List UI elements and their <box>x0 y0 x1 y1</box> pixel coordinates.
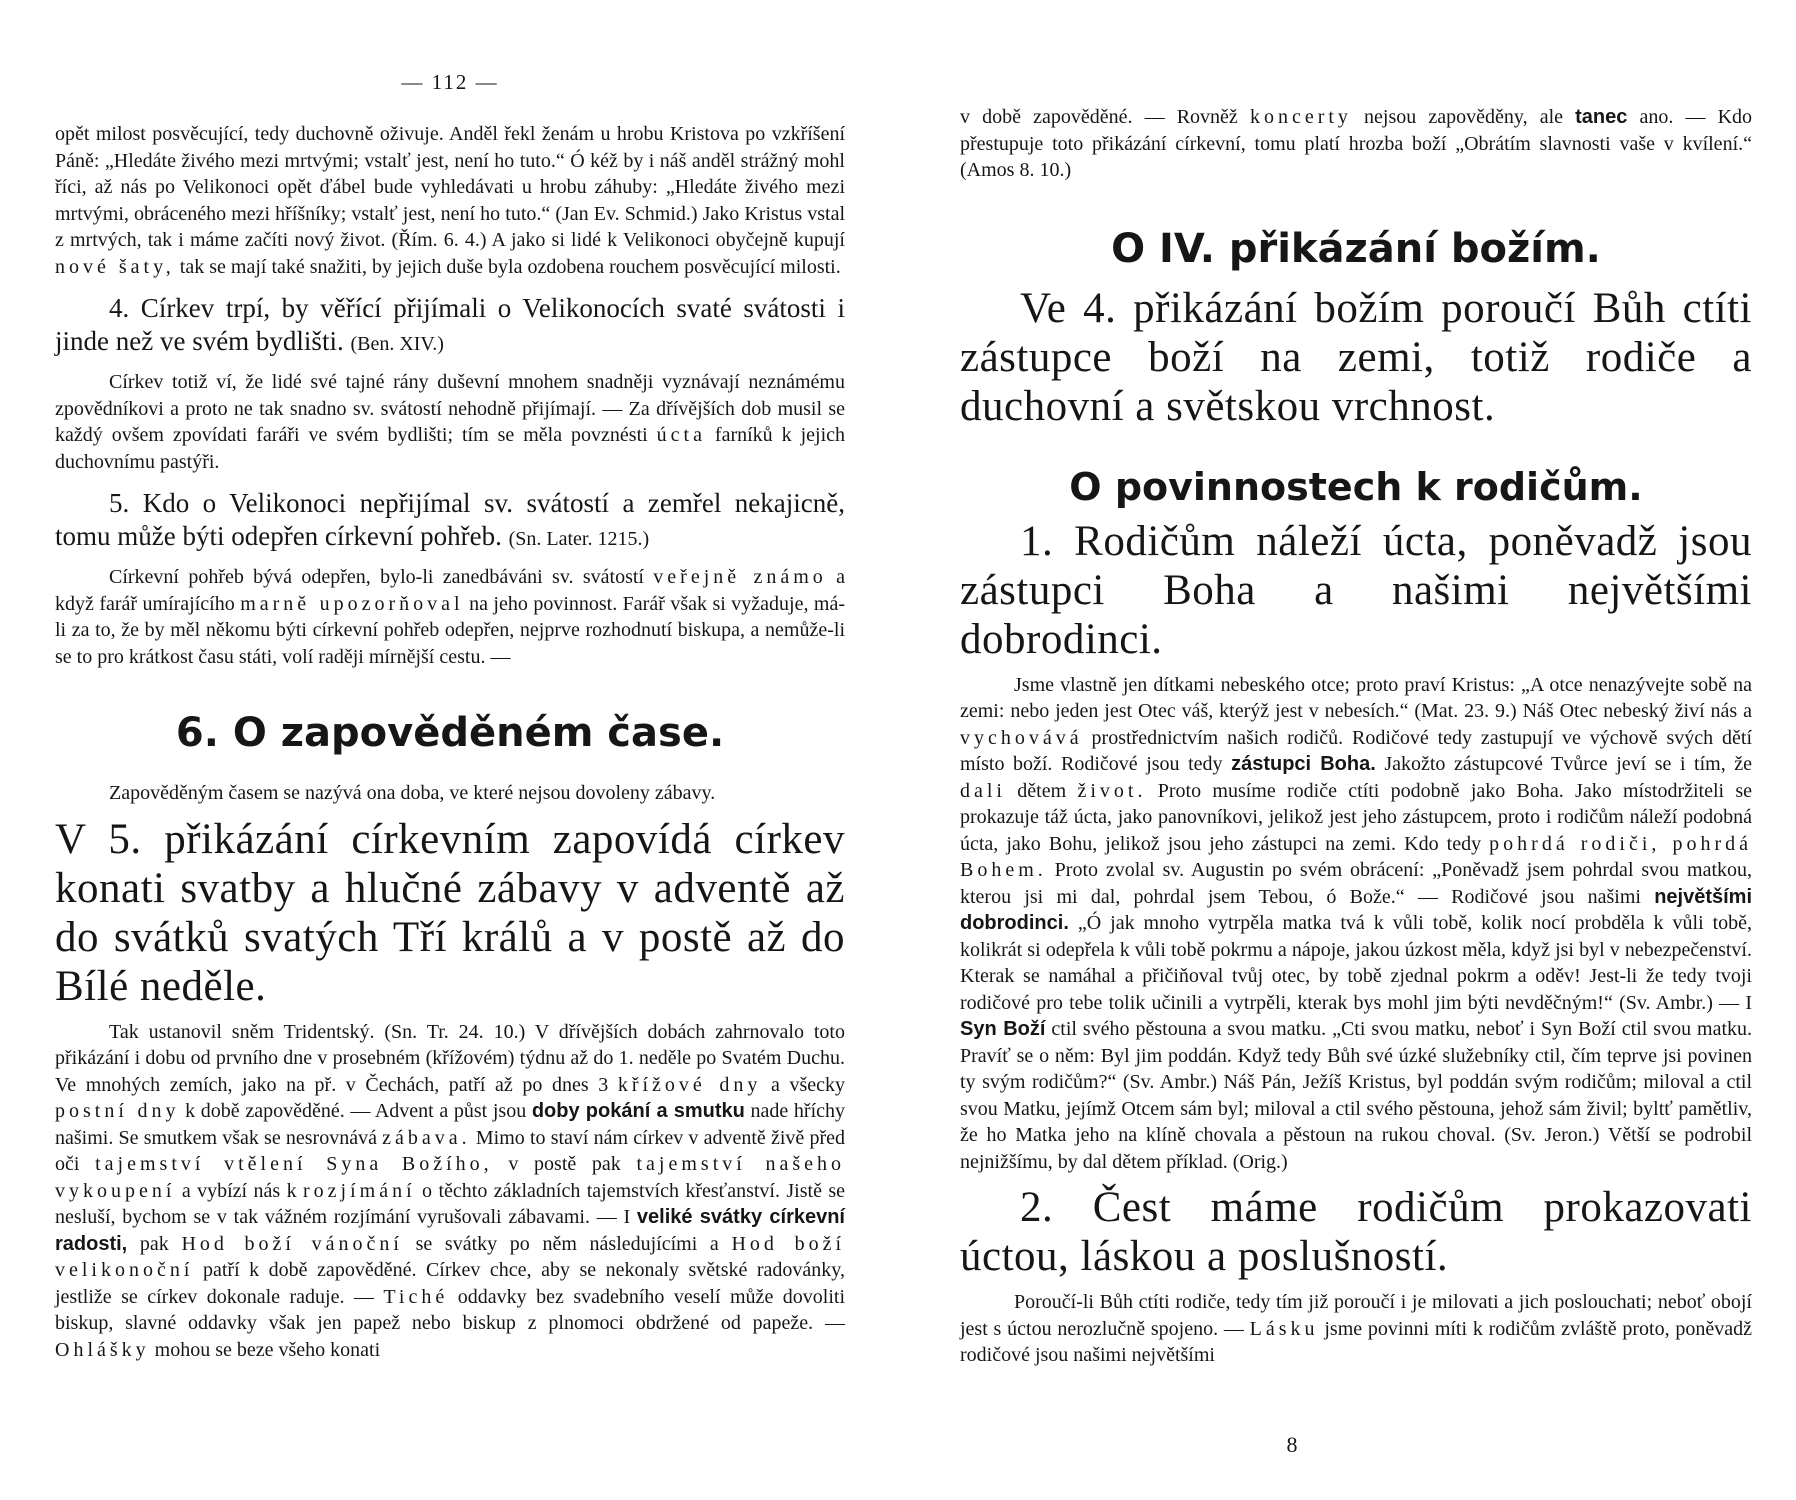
paragraph-point-4: Církev totiž ví, že lidé své tajné rány duševní mnohem snadněji vyznávají neznámému zpovědníkovi a proto ne tak snadno sv. svátostí nehodně přijímají. — Za dřívějších dob musil se každý ovšem zpovídati faráři ve svém bydlišti; tím se měla povznésti úcta farníků k jejich duchovnímu pastýři. <box>55 371 845 473</box>
paragraph-point-1: Jsme vlastně jen dítkami nebeského otce; proto praví Kristus: „A otce nenazývejte sobě na zemi: nebo jeden jest Otec váš, kterýž jest v nebesích.“ (Mat. 23. 9.) Náš Otec nebeský živí nás a vychovává prostřednictvím našich rodičů. Rodičové tedy zastupují ve výchově svých dětí místo boží. Rodičové jsou tedy zástupci Boha. Jakožto zástupcové Tvůrce jeví se i tím, že dali dětem život. Proto musíme rodiče ctíti podobně jako Boha. Jako místodržiteli se prokazuje táž úcta, jako panovníkovi, jelikož jest jeho zástupcem, proto i rodičům náleží podobná úcta, jako Bohu, jelikož jsou jeho zástupci na zemi. Kdo tedy pohrdá rodiči, pohrdá Bohem. Proto zvolal sv. Augustin po svém obrácení: „Poněvadž jsem pohrdal svou matkou, kterou jsi mi dal, pohrdal jsem Tebou, ó Bože.“ — Rodičové jsou našimi největšími dobrodinci. „Ó jak mnoho vytrpěla matka tvá k vůli tobě, kolik nocí probděla k vůli tobě, kolikrát si odepřela k vůli tobě pokrmu a nápoje, jakou úzkost měla, když jsi byl v nebezpečenství. Kterak se namáhal a přičiňoval tvůj otec, by tobě zjednal pokrm a oděv! Jest-li že tedy tvoji rodičové pro tebe tolik učinili a vytrpěli, kterak bys mohl jim býti nevděčným!“ (Sv. Ambr.) — I Syn Boží ctil svého pěstouna a svou matku. „Cti svou matku, neboť i Syn Boží ctil svou matku. Pravíť se o něm: Byl jim poddán. Když tedy Bůh své úzké služebníky ctil, čím teprve jsi povinen ty svým rodičům?“ (Sv. Ambr.) Náš Pán, Ježíš Kristus, byl poddán svým rodičům; miloval a ctil svou Matku, jejímž Otcem sám byl; miloval a ctil svého pěstouna, jehož sám živil; byltť pamětliv, že ho Matka jeho na klíně chovala a pěstoun na rukou choval. (Sv. Jeron.) Větší se podrobil nejnižšímu, by dal dětem příklad. (Orig.) <box>960 673 1753 1173</box>
section-title: O povinnostech k rodičům. <box>1069 464 1643 509</box>
section-title: 6. O zapověděném čase. <box>175 710 725 756</box>
right-page <box>960 0 1752 1500</box>
point-2-statement: 2. Čest máme rodičům prokazovati úctou, láskou a poslušností. <box>960 1184 1752 1280</box>
left-page <box>55 0 845 1500</box>
chapter-title: O IV. přikázání božím. <box>1111 225 1601 272</box>
heading-point-5: 5. Kdo o Velikonoci nepřijímal sv. svátostí a zemřel nekajicně, tomu může býti odepřen církevní pohřeb. (Sn. Later. 1215.) <box>55 488 845 551</box>
paragraph-point-2: Poroučí-li Bůh ctíti rodiče, tedy tím již poroučí i je milovati a jich poslouchati; neboť obojí jest s úctou nerozlučně spojeno. — Lásku jsme povinni míti k rodičům zvláště proto, poněvadž rodičové jsou našimi největšími <box>960 1291 1753 1366</box>
paragraph-continuation: v době zapověděné. — Rovněž koncerty nejsou zapověděny, ale tanec ano. — Kdo přestupuje toto přikázání církevní, tomu platí hrozba boží „Obrátím slavnosti vaše v kvílení.“ (Amos 8. 10.) <box>960 106 1753 181</box>
commandment-statement: Ve 4. přikázání božím poroučí Bůh ctíti zástupce boží na zemi, totiž rodiče a duchovní a světskou vrchnost. <box>960 284 1752 430</box>
paragraph-intro: opět milost posvěcující, tedy duchovně oživuje. Anděl řekl ženám u hrobu Kristova po vzkříšení Páně: „Hledáte živého mezi mrtvými; vstalť jest, není ho tuto.“ Ó kéž by i náš anděl strážný mohl říci, až nás po Velikonoci opět ďábel bude vyhledávati u hrobu záhuby: „Hledáte živého mezi mrtvými, obráceného mezi hříšníky; vstalť jest, není ho tuto.“ (Jan Ev. Schmid.) Jako Kristus vstal z mrtvých, tak i máme začíti nový život. (Řím. 6. 4.) A jako si lidé k Velikonoci obyčejně kupují nové šaty, tak se mají také snažiti, by jejich duše byla ozdobena rouchem posvěcující milosti. <box>55 123 845 278</box>
point-1-statement: 1. Rodičům náleží úcta, poněvadž jsou zástupci Boha a našimi největšími dobrodinci. <box>960 517 1752 663</box>
definition-line: Zapověděným časem se nazývá ona doba, ve které nejsou dovoleny zábavy. <box>109 782 716 804</box>
signature-mark: 8 <box>1286 1432 1298 1457</box>
heading-point-4: 4. Církev trpí, by věřící přijímali o Velikonocích svaté svátosti i jinde než ve svém bydlišti. (Ben. XIV.) <box>55 293 845 356</box>
paragraph-commentary: Tak ustanovil sněm Tridentský. (Sn. Tr. 24. 10.) V dřívějších dobách zahrnovalo toto přikázání i dobu od prvního dne v prosebném (křížovém) týdnu až do 1. neděle po Svatém Duchu. Ve mnohých zemích, jako na př. v Čechách, patří až po dnes 3 křížové dny a všecky postní dny k době zapověděné. — Advent a půst jsou doby pokání a smutku nade hříchy našimi. Se smutkem však se nesrovnává zábava. Mimo to staví nám církev v adventě živě před oči tajemství vtělení Syna Božího, v postě pak tajemství našeho vykoupení a vybízí nás k rozjímání o těchto základních tajemstvích křesťanství. Jistě se nesluší, bychom se v tak vážném rozjímání vyrušovali zábavami. — I veliké svátky církevní radosti, pak Hod boží vánoční se svátky po něm následujícími a Hod boží velikonoční patří k době zapověděné. Církev chce, aby se nekonaly světské radovánky, jestliže se církev dokonale raduje. — Tiché oddavky bez svadebního veselí může dovoliti biskup, slavné oddavky však jen papež nebo biskup z plnomoci obdržené od papeže. — Ohlášky mohou se beze všeho konati <box>55 1020 846 1361</box>
page-number: — 112 — <box>401 70 499 94</box>
commandment-statement: V 5. přikázání církevním zapovídá církev konati svatby a hlučné zábavy v adventě až do svátků svatých Tří králů a v postě až do Bílé neděle. <box>55 815 845 1010</box>
paragraph-point-5: Církevní pohřeb bývá odepřen, bylo-li zanedbáváni sv. svátostí veřejně známo a když farář umírajícího marně upozorňoval na jeho povinnost. Farář však si vyžaduje, má-li za to, že by měl někomu býti církevní pohřeb odepřen, nejprve rozhodnutí biskupa, a nemůže-li se to pro krátkost času státi, volí raději mírnější cestu. — <box>55 566 845 668</box>
